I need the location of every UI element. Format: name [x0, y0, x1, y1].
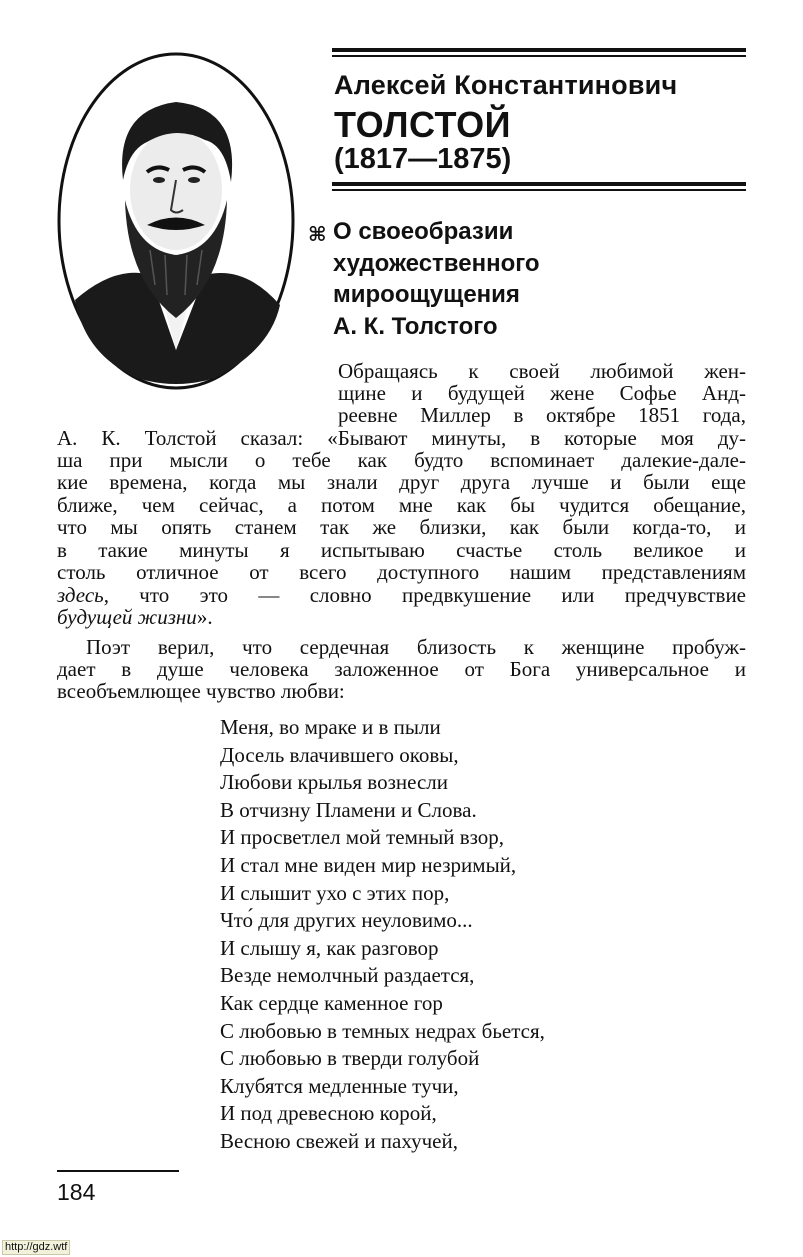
section-heading — [333, 216, 663, 342]
poem-line: И слышит ухо с этих пор, — [220, 880, 450, 905]
poem-line: Меня, во мраке и в пыли — [220, 715, 441, 739]
paragraph-line: в такие минуты я испытываю счастье столь великое и — [57, 538, 746, 562]
section-heading-line: О своеобразии — [333, 218, 514, 245]
paragraph-line: Поэт верил, что сердечная близость к женщине пробуж- — [86, 635, 746, 659]
poem-line: Весною свежей и пахучей, — [220, 1128, 458, 1153]
paragraph-text: , что это — словно предвкушение или предчувствие — [103, 583, 746, 607]
poem-line: Любови крылья вознесли — [220, 770, 448, 795]
section-heading-line: художественного — [333, 249, 540, 277]
poem-line: В отчизну Пламени и Слова. — [220, 797, 477, 822]
paragraph-line: столь отличное от всего доступного нашим представлениям — [57, 560, 746, 584]
paragraph-line: Обращаясь к своей любимой жен- — [338, 359, 746, 383]
section-heading-line: А. К. Толстого — [333, 312, 498, 340]
poem-line: И стал мне виден мир незримый, — [220, 852, 517, 877]
poem-line: Клубятся медленные тучи, — [220, 1073, 459, 1098]
poem-line: Везде немолчный раздается, — [220, 963, 475, 988]
poem-line: Как сердце каменное гор — [220, 990, 443, 1015]
author-years: (1817—1875) — [334, 143, 512, 175]
paragraph-line: ближе, чем сейчас, а потом мне как бы чудится обещание, — [57, 493, 746, 517]
poem-line: С любовью в темных недрах бьется, — [220, 1018, 545, 1043]
author-first-names: Алексей Константинович — [334, 70, 678, 100]
author-portrait — [55, 50, 297, 392]
footer-rule — [57, 1170, 179, 1172]
paragraph-line: кие времена, когда мы знали друг друга лучше и были еще — [57, 470, 746, 494]
poem — [220, 714, 545, 1156]
author-last-name: ТОЛСТОЙ — [334, 104, 512, 145]
paragraph-line: А. К. Толстой сказал: «Бывают минуты, в которые моя ду- — [57, 426, 746, 450]
poem-line: Что́ для других неуловимо... — [220, 908, 473, 933]
poem-line: И под древесною корой, — [220, 1101, 437, 1126]
poem-line: Досель влачившего оковы, — [220, 742, 459, 767]
header-rule-bottom-thick — [332, 182, 746, 186]
poem-line: С любовью в тверди голубой — [220, 1046, 480, 1071]
paragraph-line: что мы опять станем так же близки, как были когда-то, и — [57, 515, 746, 539]
poem-line: И просветлел мой темный взор, — [220, 825, 505, 850]
paragraph-line — [57, 606, 746, 628]
paragraph-line: ша при мысли о тебе как будто вспоминает далекие-дале- — [57, 448, 746, 472]
watermark-link[interactable]: http://gdz.wtf — [2, 1240, 70, 1255]
paragraph-line: реевне Миллер в октябре 1851 года, — [338, 403, 746, 427]
paragraph-line: щине и будущей жене Софье Анд- — [338, 381, 746, 405]
paragraph-line — [57, 584, 746, 606]
poem-line: И слышу я, как разговор — [220, 935, 439, 960]
paragraph-line: всеобъемлющее чувство любви: — [57, 679, 345, 703]
section-heading-line: мироощущения — [333, 281, 520, 308]
paragraph-text: ». — [196, 605, 213, 629]
header-rule-top-thick — [332, 48, 746, 52]
header-rule-top-thin — [332, 55, 746, 57]
page-number: 184 — [57, 1179, 96, 1205]
emphasis-text: здесь — [57, 583, 104, 607]
paragraph-line: дает в душе человека заложенное от Бога универсальное и — [57, 657, 746, 681]
header-rule-bottom-thin — [332, 189, 746, 191]
section-mark-icon: ⌘ — [308, 224, 327, 246]
emphasis-text: будущей жизни — [57, 605, 197, 629]
